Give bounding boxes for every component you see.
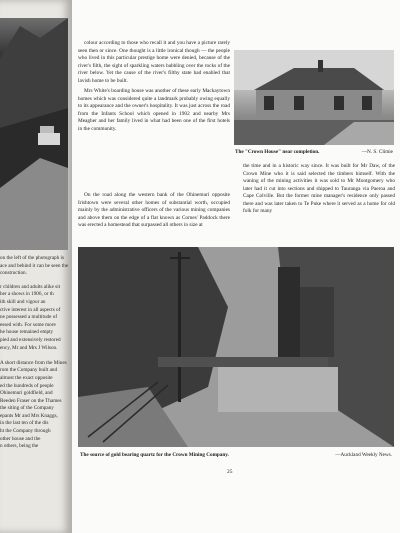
left-text-line: [0, 352, 68, 360]
left-page-text: [0, 255, 68, 451]
mountain-photo: [0, 18, 68, 250]
left-text-line: epants Mr and Mrs Knaggs,: [0, 412, 58, 419]
left-text-line: ctive interest in all aspects of: [0, 306, 61, 313]
page-number: 25: [227, 469, 233, 475]
left-page: [0, 0, 72, 533]
mountain-photo-art: [0, 18, 68, 250]
crown-mine-caption: [80, 452, 392, 458]
left-text-line: ency, Mr and Mrs J Wilson.: [0, 344, 58, 351]
left-text-line: ne possessed a multitude of: [0, 314, 58, 321]
column-left-top: [78, 40, 230, 137]
crown-house-photo: [234, 50, 394, 145]
crown-house-photo-art: [234, 50, 394, 145]
left-text-line: ed the hundreds of people: [0, 382, 54, 389]
left-text-line: other house and the: [0, 435, 41, 442]
left-text-line: pied and extensively restored: [0, 336, 61, 343]
left-text-line: he house remained empty: [0, 329, 54, 336]
crown-mine-photo: [78, 247, 394, 447]
paragraph: On the road along the western bank of the Ohinemuri opposite Irishtown were several other homes of substantial worth, occupied mainly by the administrative officers of the various mining companies and above them on the edge of a flat known as Cornes' Paddock there was erected a homestead that surpassed all others in size at: [78, 192, 230, 229]
caption-text: The source of gold bearing quartz for the Crown Mining Company.: [80, 452, 229, 458]
photo-credit: —Auckland Weekly News.: [335, 452, 392, 458]
left-caption-line: construction.: [0, 270, 27, 277]
left-text-line: in the last ten of the dis: [0, 420, 49, 427]
left-text-line: essed with. For some more: [0, 321, 56, 328]
column-left-bottom: [78, 192, 230, 233]
left-text-line: the siting of the Company: [0, 405, 54, 412]
photo-credit: —N. S. Climie: [361, 149, 393, 155]
column-right: [243, 163, 395, 219]
paragraph: colour according to those who recall it and you have a picture rarely seen then or since. One thought is a little ironical though — the people who lived in this particular prestige home were denied, because of the river's filth, the sight of sparkling waters babbling over the rocks of the river below. Yet the cause of the river's filthy state had enabled that lavish home to be built.: [78, 40, 230, 84]
paragraph: the time and in a historic way since. It was built for Mr Daw, of the Crown Mine who it is said selected the timbers himself. With the waning of the mining activities it was sold to Mr Montgomery who later had it cut into sections and shipped to Tauranga via Paeroa and Cape Colville. But the former mine manager's residence only passed there and was later taken to Te Puke where it served as a home for old folk for many: [243, 163, 395, 215]
left-caption-line: on the left of the photograph is: [0, 255, 64, 261]
left-text-line: ith skill and vigour an: [0, 298, 46, 305]
left-text-line: ht the Company through: [0, 428, 51, 435]
left-text-line: A short distance from the Mines: [0, 359, 67, 366]
left-caption-line: ace and behind it can be seen the: [0, 262, 68, 269]
right-page: [72, 0, 400, 533]
left-text-line: r children and adults alike sit: [0, 283, 61, 290]
left-text-line: almost the exact opposite: [0, 374, 53, 381]
left-text-line: Ohinemuri goldfield, and: [0, 390, 53, 397]
crown-mine-photo-art: [78, 247, 394, 447]
crown-house-caption: [235, 149, 393, 155]
paragraph: Mrs White's boarding house was another of these early Mackaytown homes which was considered quite a landmark probably owing equally to its appearance and the owner's hospitality. It was just across the road from the Infants School which opened in 1902 and nearby Mrs Meagher and her family lived in what had been one of the first hotels in the community.: [78, 88, 230, 133]
left-text-line: her a shows in 1906, or th: [0, 291, 54, 298]
caption-text: The "Crown House" near completion.: [235, 149, 320, 155]
left-text-line: n others, being the: [0, 443, 39, 450]
left-text-line: Reeden Fraser on the Thames: [0, 397, 62, 404]
left-text-line: rom the Company built and: [0, 367, 58, 374]
